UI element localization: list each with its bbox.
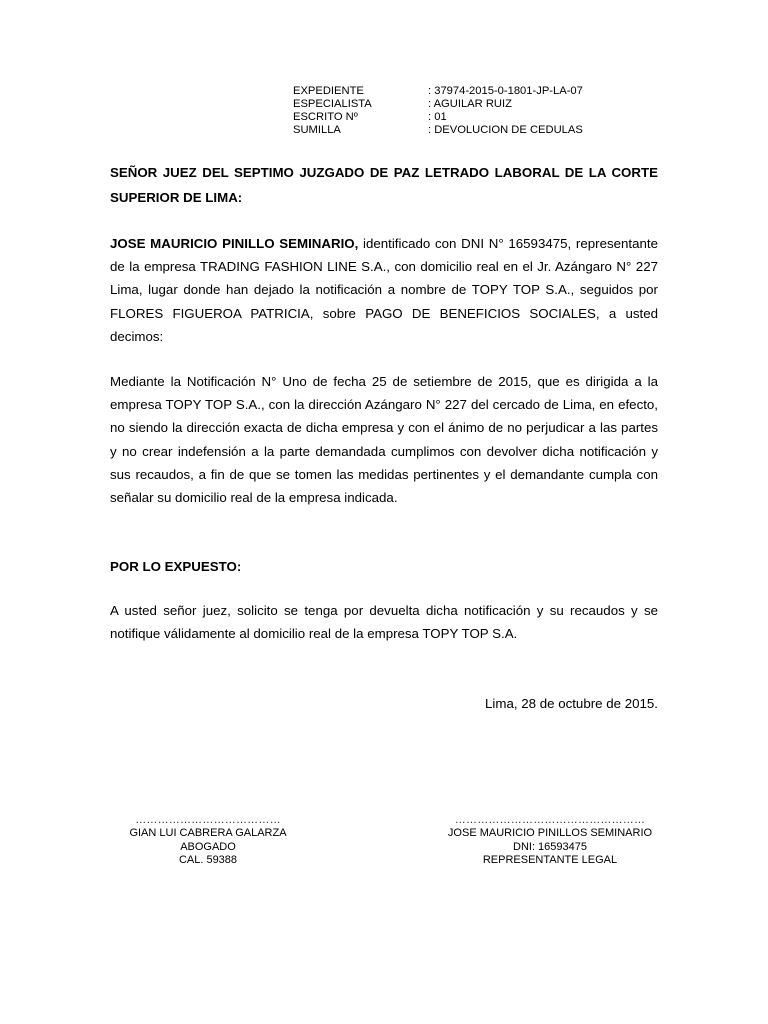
header-value: : 37974-2015-0-1801-JP-LA-07 xyxy=(428,85,583,97)
addressee-heading: SEÑOR JUEZ DEL SEPTIMO JUZGADO DE PAZ LETRADO LABORAL DE LA CORTE SUPERIOR DE LIMA: xyxy=(110,165,658,205)
paragraph-facts: Mediante la Notificación N° Uno de fecha 25 de setiembre de 2015, que es dirigida a la empresa TOPY TOP S.A., con la dirección Azángaro N° 227 del cercado de Lima, en efecto, no siendo la dirección exacta de dicha empresa y con el ánimo de no perjudicar a las partes y no crear indefensión a la parte demandada cumplimos con devolver dicha notificación y sus recaudos, a fin de que se tomen las medidas pertinentes y el demandante cumpla con señalar su domicilio real de la empresa indicada. xyxy=(110,374,658,506)
header-value: : 01 xyxy=(428,111,447,123)
header-row-sumilla xyxy=(293,124,583,137)
header-value: : DEVOLUCION DE CEDULAS xyxy=(428,124,583,136)
header-row-especialista xyxy=(293,98,583,111)
signer-id: DNI: 16593475 xyxy=(513,840,587,853)
header-label: EXPEDIENTE xyxy=(293,85,364,97)
signer-role: REPRESENTANTE LEGAL xyxy=(482,853,618,866)
signature-block-lawyer xyxy=(110,814,306,867)
signer-name: JOSE MAURICIO PINILLOS SEMINARIO xyxy=(447,827,653,840)
header-row-escrito xyxy=(293,111,583,124)
header-label: SUMILLA xyxy=(293,124,341,136)
paragraph-request: A usted señor juez, solicito se tenga por devuelta dicha notificación y su recaudos y se notifique válidamente al domicilio real de la empresa TOPY TOP S.A. xyxy=(110,603,658,642)
section-heading: POR LO EXPUESTO: xyxy=(110,559,242,574)
header-value: : AGUILAR RUIZ xyxy=(428,98,512,110)
signer-role: ABOGADO xyxy=(180,840,236,853)
signature-line: …………………………………………… xyxy=(454,814,646,826)
introduction-text: identificado con DNI N° 16593475, representante de la empresa TRADING FASHION LINE S.A., con domicilio real en el Jr. Azángaro N° 227 Lima, lugar donde han dejado la notificación a nombre de TOPY TOP S.A., seguidos por FLORES FIGUEROA PATRICIA, sobre PAGO DE BENEFICIOS SOCIALES, a usted decimos: xyxy=(110,236,658,344)
signer-id: CAL. 59388 xyxy=(178,853,238,866)
case-header xyxy=(293,85,583,137)
signature-line: ………………………………… xyxy=(135,814,281,826)
header-row-expediente xyxy=(293,85,583,98)
paragraph-introduction xyxy=(110,232,658,348)
signer-name: GIAN LUI CABRERA GALARZA xyxy=(129,827,287,840)
header-label: ESPECIALISTA xyxy=(293,98,372,110)
date-line: Lima, 28 de octubre de 2015. xyxy=(485,696,658,711)
header-label: ESCRITO Nº xyxy=(293,111,358,123)
petitioner-name: JOSE MAURICIO PINILLO SEMINARIO, xyxy=(110,236,359,251)
signature-block-representative xyxy=(438,814,662,867)
